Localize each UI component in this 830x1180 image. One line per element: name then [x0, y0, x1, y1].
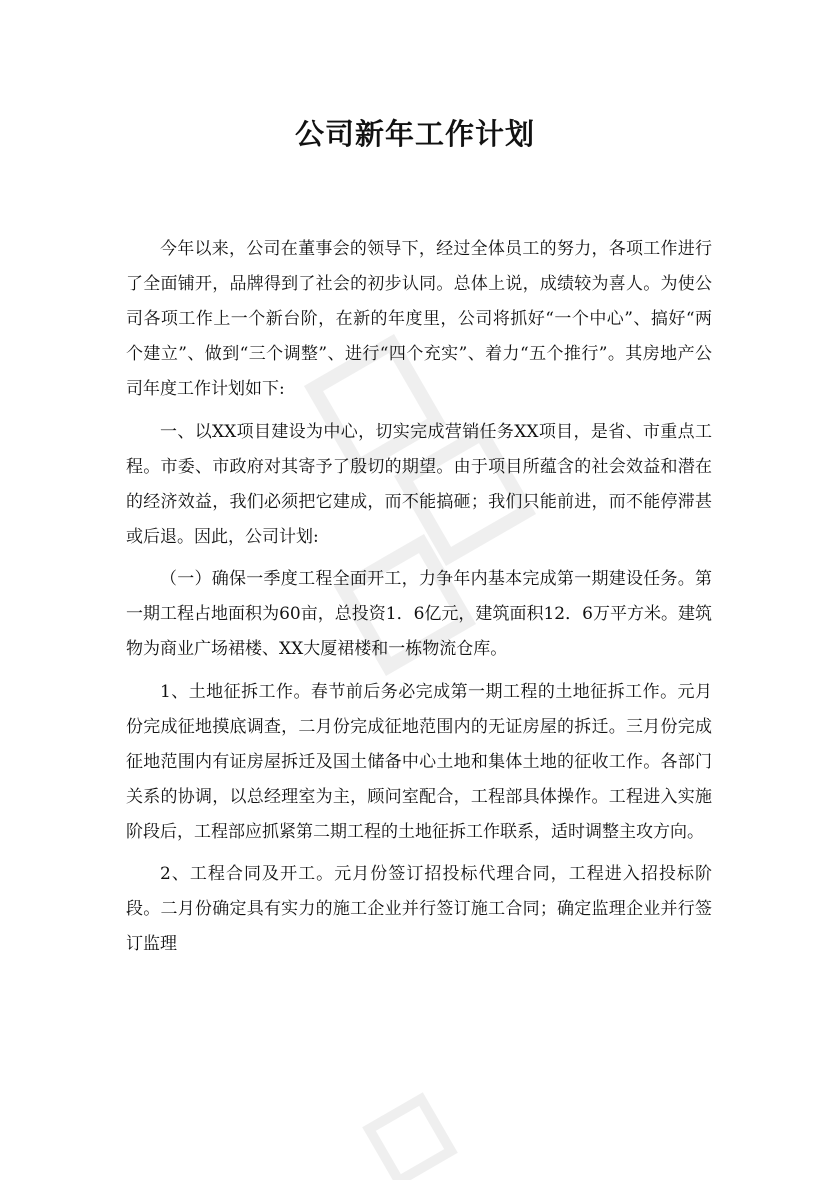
page-title: 公司新年工作计划: [294, 117, 535, 151]
document-body: [126, 232, 712, 970]
paragraph-item-1: 1、土地征拆工作。春节前后务必完成第一期工程的土地征拆工作。元月份完成征地摸底调查，二月份完成征地范围内的无证房屋的拆迁。三月份完成征地范围内有证房屋拆迁及国土储备中心土地和集体土地的征收工作。各部门关系的协调，以总经理室为主，顾问室配合，工程部具体操作。工程进入实施阶段后，工程部应抓紧第二期工程的土地征拆工作联系，适时调整主攻方向。: [126, 681, 712, 842]
paragraph-subsection-1: （一）确保一季度工程全面开工，力争年内基本完成第一期建设任务。第一期工程占地面积为60亩，总投资1．6亿元，建筑面积12．6万平方米。建筑物为商业广场裙楼、XX大厦裙楼和一栋物流仓库。: [126, 569, 712, 659]
paragraph-intro: 今年以来，公司在董事会的领导下，经过全体员工的努力，各项工作进行了全面铺开，品牌得到了社会的初步认同。总体上说，成绩较为喜人。为使公司各项工作上一个新台阶，在新的年度里，公司将抓好“一个中心”、搞好“两个建立”、做到“三个调整”、进行“四个充实”、着力“五个推行”。其房地产公司年度工作计划如下:: [126, 239, 712, 399]
paragraph-section-1: 一、以XX项目建设为中心，切实完成营销任务XX项目，是省、市重点工程。市委、市政府对其寄予了殷切的期望。由于项目所蕴含的社会效益和潜在的经济效益，我们必须把它建成，而不能搞砸；我们只能前进，而不能停滞甚或后退。因此，公司计划:: [126, 421, 712, 547]
paragraph-item-2: 2、工程合同及开工。元月份签订招投标代理合同，工程进入招投标阶段。二月份确定具有实力的施工企业并行签订施工合同；确定监理企业并行签订监理: [126, 864, 712, 954]
watermark-logo-bottom: [360, 1090, 500, 1180]
